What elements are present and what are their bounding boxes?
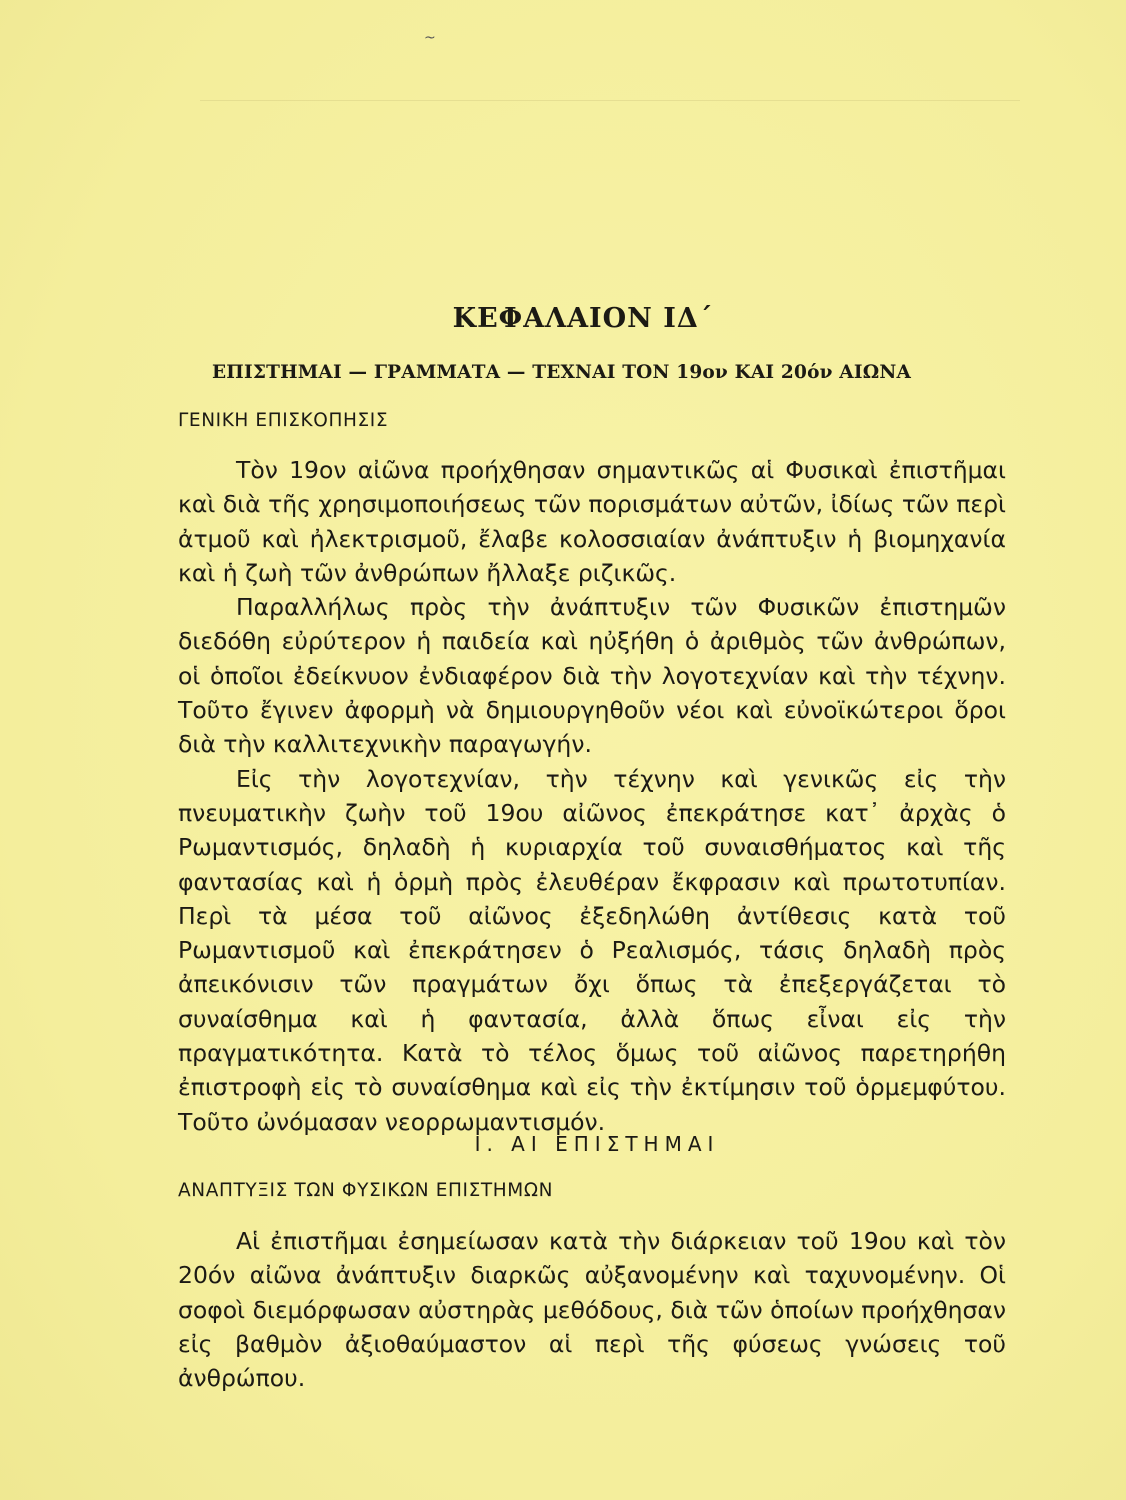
- bleed-through-rule: [200, 80, 1020, 101]
- general-overview-text: [178, 453, 1006, 1139]
- chapter-title: ΚΕΦΑΛΑΙΟΝ ΙΔ΄: [452, 303, 714, 334]
- page-mark: ~: [424, 30, 436, 46]
- section-heading-general-overview: ΓΕΝΙΚΗ ΕΠΙΣΚΟΠΗΣΙΣ: [178, 410, 389, 431]
- paragraph: Παραλλήλως πρὸς τὴν ἀνάπτυξιν τῶν Φυσικῶν ἐπιστημῶν διεδόθη εὐρύτερον ἡ παιδεία καὶ ηὐξήθη ὁ ἀριθμὸς τῶν ἀνθρώπων, οἱ ὁποῖοι ἐδείκνυον ἐνδιαφέρον διὰ τὴν λογοτεχνίαν καὶ τὴν τέχνην. Τοῦτο ἔγινεν ἀφορμὴ νὰ δημιουργηθοῦν νέοι καὶ εὐνοϊκώτεροι ὅροι διὰ τὴν καλλιτεχνικὴν παραγωγήν.: [178, 593, 1006, 759]
- physical-sciences-text: [178, 1224, 1006, 1395]
- chapter-subtitle: ΕΠΙΣΤΗΜΑΙ — ΓΡΑΜΜΑΤΑ — ΤΕΧΝΑΙ ΤΟΝ 19ον ΚΑΙ 20όν ΑΙΩΝΑ: [212, 362, 912, 383]
- paragraph: Τὸν 19ον αἰῶνα προήχθησαν σημαντικῶς αἱ Φυσικαὶ ἐπιστῆμαι καὶ διὰ τῆς χρησιμοποιήσεως τῶν πορισμάτων αὐτῶν, ἰδίως τῶν περὶ ἀτμοῦ καὶ ἠλεκτρισμοῦ, ἔλαβε κολοσσιαίαν ἀνάπτυξιν ἡ βιομηχανία καὶ ἡ ζωὴ τῶν ἀνθρώπων ἤλλαξε ριζικῶς.: [178, 456, 1006, 587]
- paragraph: Εἰς τὴν λογοτεχνίαν, τὴν τέχνην καὶ γενικῶς εἰς τὴν πνευματικὴν ζωὴν τοῦ 19ου αἰῶνος ἐπεκράτησε κατ᾽ ἀρχὰς ὁ Ρωμαντισμός, δηλαδὴ ἡ κυριαρχία τοῦ συναισθήματος καὶ τῆς φαντασίας καὶ ἡ ὁρμὴ πρὸς ἐλευθέραν ἔκφρασιν καὶ πρωτοτυπίαν. Περὶ τὰ μέσα τοῦ αἰῶνος ἐξεδηλώθη ἀντίθεσις κατὰ τοῦ Ρωμαντισμοῦ καὶ ἐπεκράτησεν ὁ Ρεαλισμός, τάσις δηλαδὴ πρὸς ἀπεικόνισιν τῶν πραγμάτων ὄχι ὅπως τὰ ἐπεξεργάζεται τὸ συναίσθημα καὶ ἡ φαντασία, ἀλλὰ ὅπως εἶναι εἰς τὴν πραγματικότητα. Κατὰ τὸ τέλος ὅμως τοῦ αἰῶνος παρετηρήθη ἐπιστροφὴ εἰς τὸ συναίσθημα καὶ εἰς τὴν ἐκτίμησιν τοῦ ὁρμεμφύτου. Τοῦτο ὠνόμασαν νεορρωμαντισμόν.: [178, 764, 1006, 1136]
- section-heading-physical-sciences: ΑΝΑΠΤΥΞΙΣ ΤΩΝ ΦΥΣΙΚΩΝ ΕΠΙΣΤΗΜΩΝ: [178, 1180, 554, 1201]
- part-heading-sciences: Ι. ΑΙ ΕΠΙΣΤΗΜΑΙ: [474, 1132, 720, 1156]
- paragraph: Αἱ ἐπιστῆμαι ἐσημείωσαν κατὰ τὴν διάρκειαν τοῦ 19ου καὶ τὸν 20όν αἰῶνα ἀνάπτυξιν διαρκῶς αὐξανομένην καὶ ταχυνομένην. Οἱ σοφοὶ διεμόρφωσαν αὐστηρὰς μεθόδους, διὰ τῶν ὁποίων προήχθησαν εἰς βαθμὸν ἀξιοθαύμαστον αἱ περὶ τῆς φύσεως γνώσεις τοῦ ἀνθρώπου.: [178, 1227, 1006, 1393]
